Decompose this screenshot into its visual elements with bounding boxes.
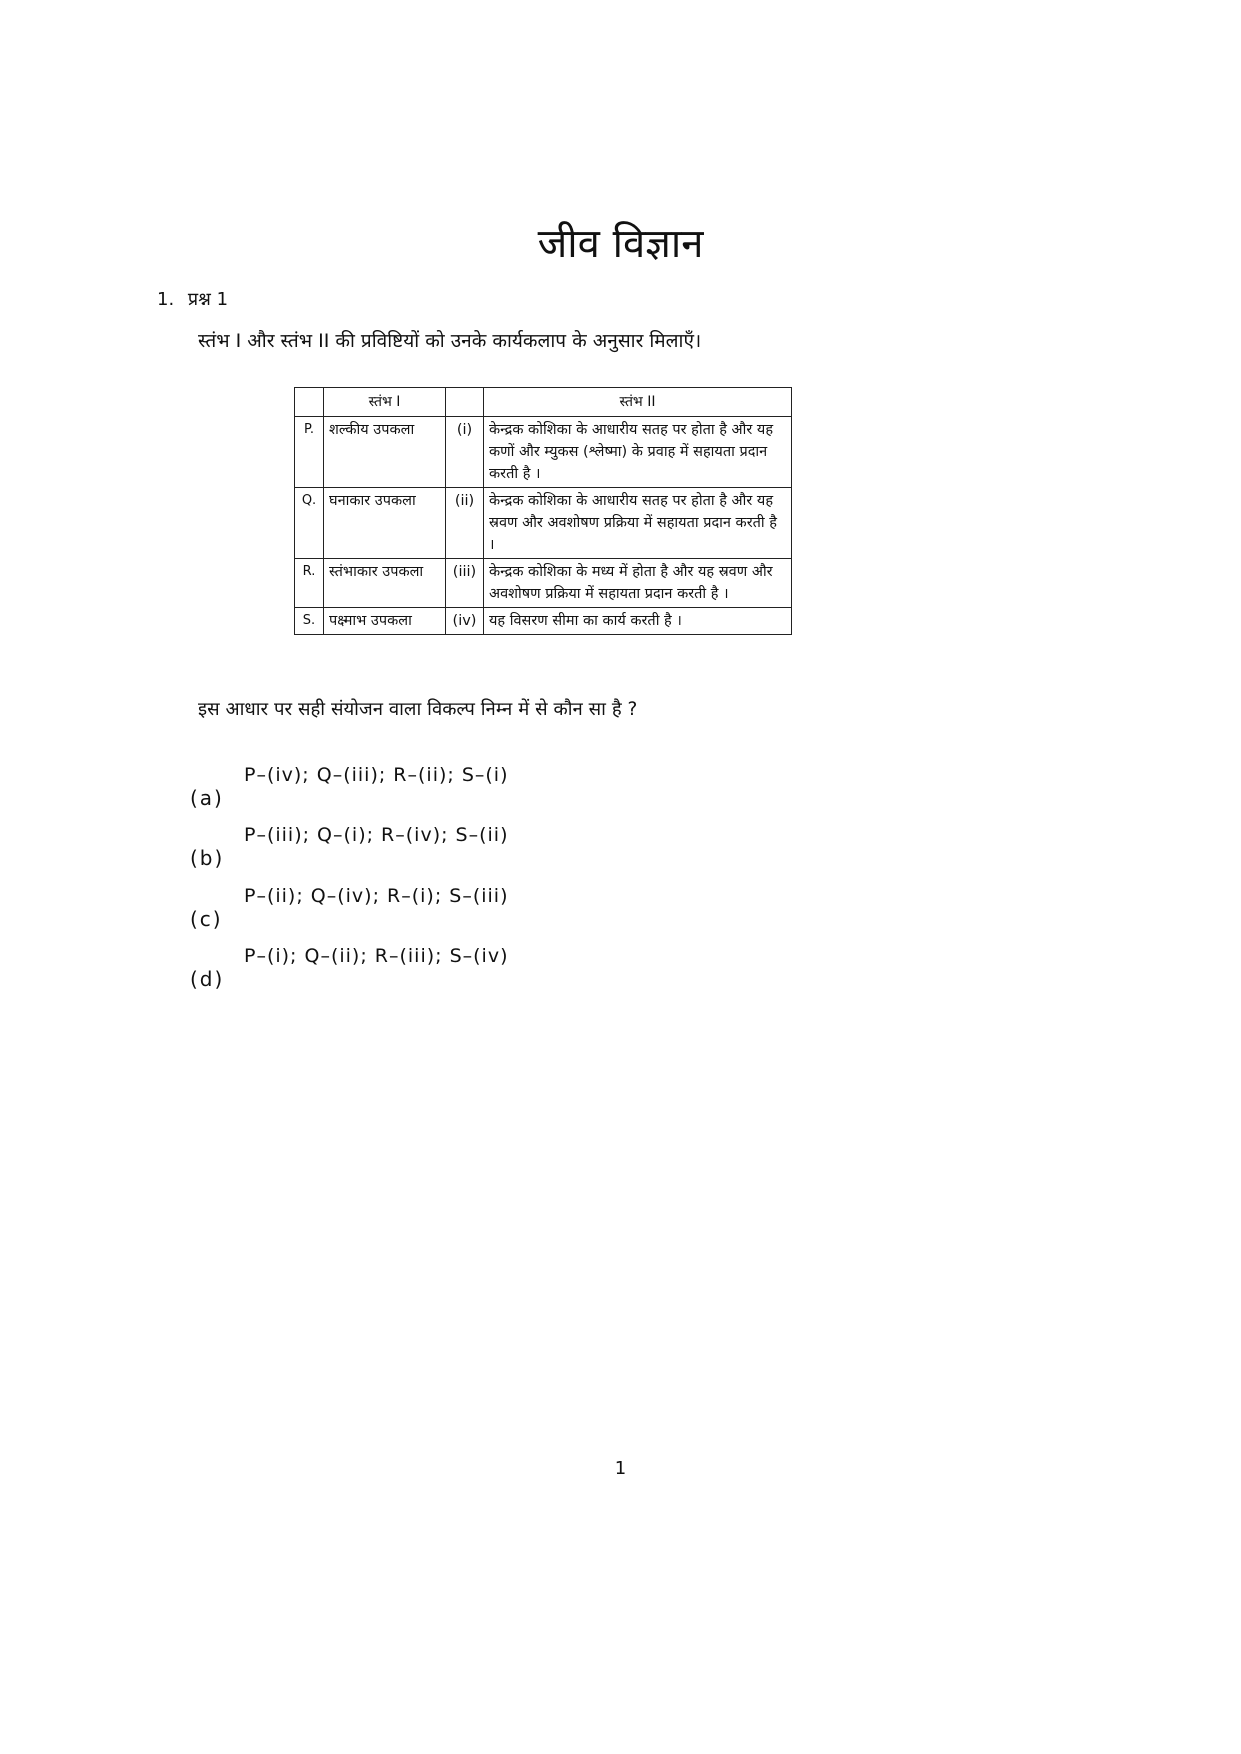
row-letter: R. <box>295 559 324 608</box>
row-number: (ii) <box>446 488 484 559</box>
option-text: P–(i); Q–(ii); R–(iii); S–(iv) <box>244 945 509 967</box>
row-letter: Q. <box>295 488 324 559</box>
row-number: (iii) <box>446 559 484 608</box>
row-number: (i) <box>446 417 484 488</box>
question-number: 1. <box>157 289 175 310</box>
row-column-2: यह विसरण सीमा का कार्य करती है । <box>484 608 792 635</box>
page-title: जीव विज्ञान <box>537 221 704 267</box>
option-label: (b) <box>190 846 225 870</box>
option-label: (a) <box>190 786 224 810</box>
table-header-cell <box>295 388 324 417</box>
table-row <box>295 488 792 559</box>
table-row <box>295 417 792 488</box>
option-c[interactable] <box>190 885 790 945</box>
question-prompt: इस आधार पर सही संयोजन वाला विकल्प निम्न में से कौन सा है ? <box>198 699 638 720</box>
question-header <box>157 287 228 313</box>
option-b[interactable] <box>190 824 790 884</box>
row-letter: P. <box>295 417 324 488</box>
table-header-column-2: स्तंभ II <box>484 388 792 417</box>
row-column-2: केन्द्रक कोशिका के मध्य में होता है और यह स्रवण और अवशोषण प्रक्रिया में सहायता प्रदान करती है । <box>484 559 792 608</box>
row-letter: S. <box>295 608 324 635</box>
row-column-1: स्तंभाकार उपकला <box>324 559 446 608</box>
page-number: 1 <box>614 1458 627 1479</box>
option-d[interactable] <box>190 945 790 1005</box>
table-row <box>295 608 792 635</box>
row-number: (iv) <box>446 608 484 635</box>
row-column-2: केन्द्रक कोशिका के आधारीय सतह पर होता है और यह कणों और म्युकस (श्लेष्मा) के प्रवाह में सहायता प्रदान करती है । <box>484 417 792 488</box>
question-instruction: स्तंभ I और स्तंभ II की प्रविष्टियों को उनके कार्यकलाप के अनुसार मिलाएँ। <box>198 330 702 352</box>
option-text: P–(iv); Q–(iii); R–(ii); S–(i) <box>244 764 509 786</box>
question-label: प्रश्न 1 <box>187 289 229 310</box>
row-column-1: पक्ष्माभ उपकला <box>324 608 446 635</box>
option-text: P–(iii); Q–(i); R–(iv); S–(ii) <box>244 824 509 846</box>
option-label: (c) <box>190 907 223 931</box>
table-header-column-1: स्तंभ I <box>324 388 446 417</box>
option-text: P–(ii); Q–(iv); R–(i); S–(iii) <box>244 885 509 907</box>
table-header-cell <box>446 388 484 417</box>
row-column-1: घनाकार उपकला <box>324 488 446 559</box>
option-label: (d) <box>190 967 225 991</box>
table-row <box>295 559 792 608</box>
match-table <box>294 387 792 635</box>
row-column-1: शल्कीय उपकला <box>324 417 446 488</box>
table-header-row <box>295 388 792 417</box>
option-a[interactable] <box>190 764 790 824</box>
row-column-2: केन्द्रक कोशिका के आधारीय सतह पर होता है और यह स्रवण और अवशोषण प्रक्रिया में सहायता प्रदान करती है । <box>484 488 792 559</box>
